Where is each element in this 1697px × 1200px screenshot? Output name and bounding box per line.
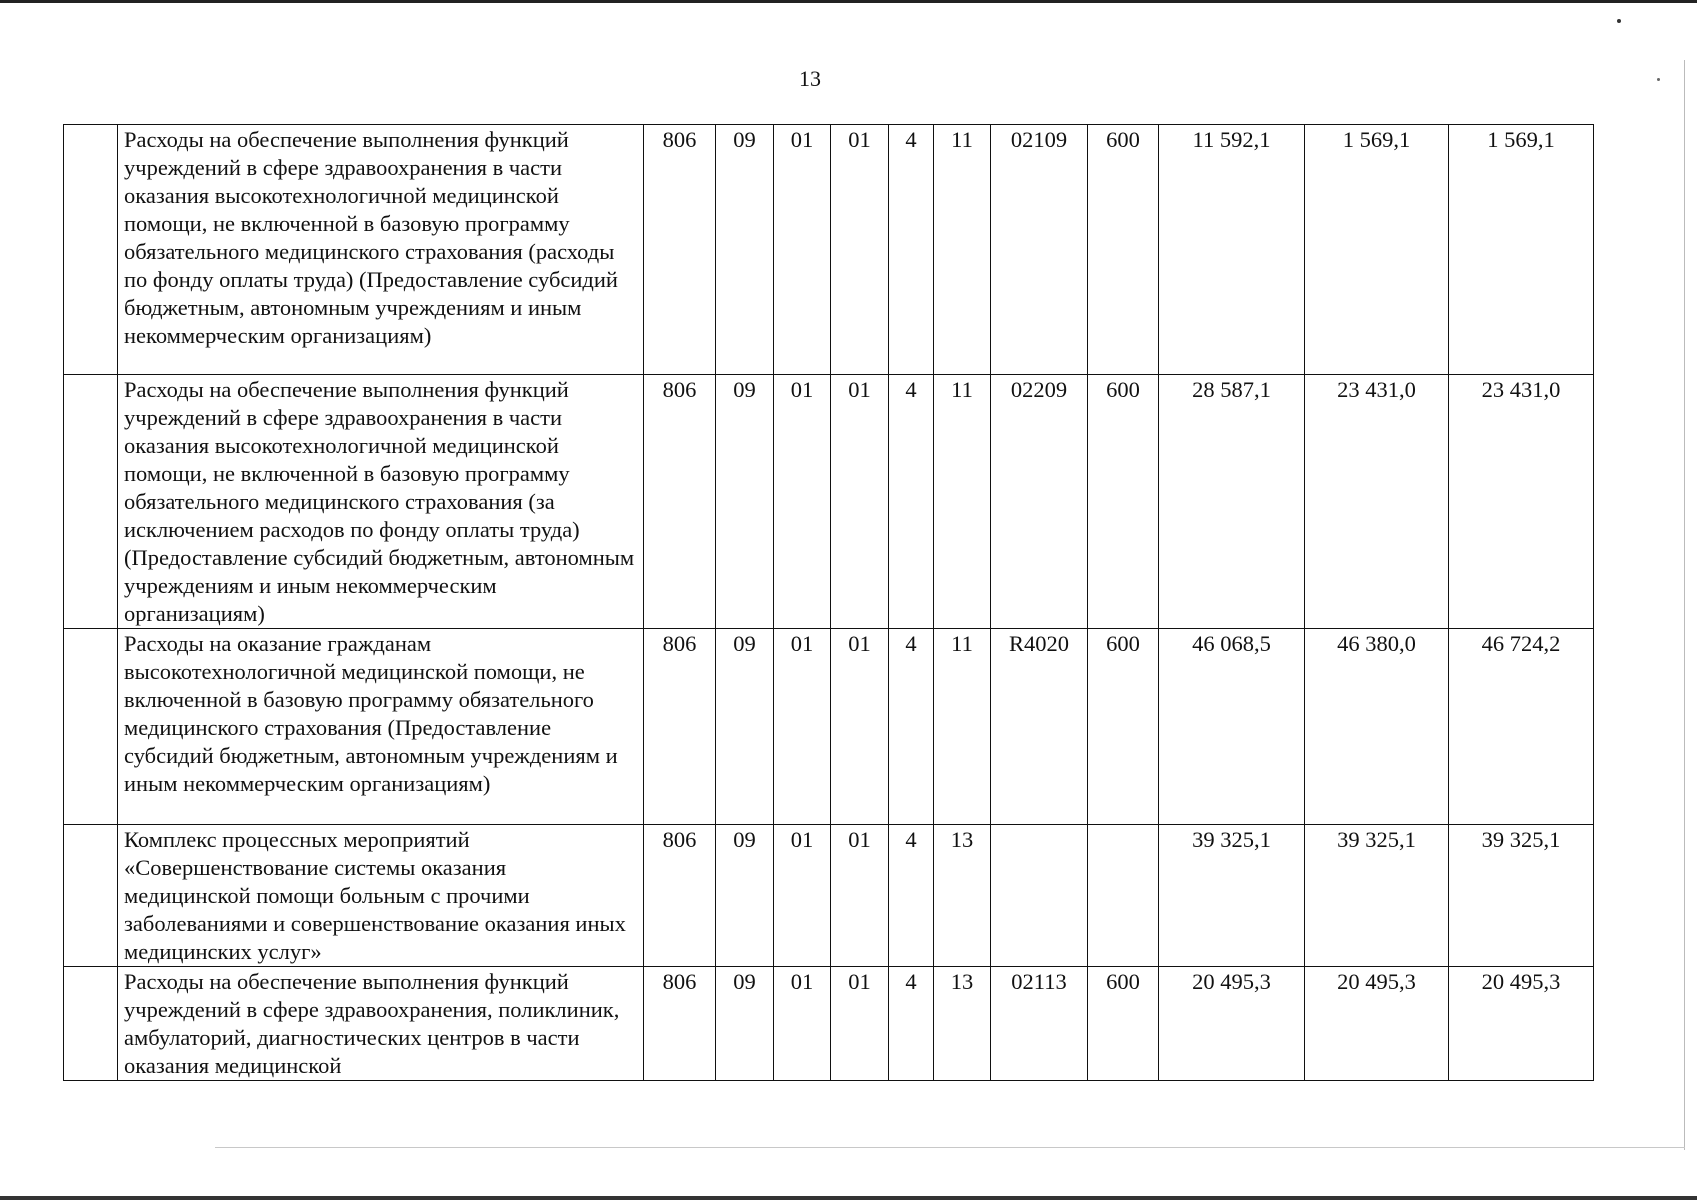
row-number-cell (64, 125, 118, 375)
scan-line-bottom (215, 1147, 1685, 1148)
subsection-code: 01 (774, 629, 831, 825)
direction-code: 4 (889, 125, 934, 375)
direction-code: 4 (889, 629, 934, 825)
ministry-code: 806 (644, 825, 716, 967)
target-article-code (991, 825, 1088, 967)
scan-edge-bottom (0, 1196, 1697, 1200)
table-row (64, 375, 1594, 629)
amount-year-3: 23 431,0 (1449, 375, 1594, 629)
scan-edge-top (0, 0, 1697, 3)
row-number-cell (64, 375, 118, 629)
section-code: 09 (716, 825, 774, 967)
ministry-code: 806 (644, 629, 716, 825)
amount-year-1: 28 587,1 (1159, 375, 1305, 629)
amount-year-3: 1 569,1 (1449, 125, 1594, 375)
amount-year-3: 39 325,1 (1449, 825, 1594, 967)
amount-year-1: 20 495,3 (1159, 967, 1305, 1081)
direction-code: 4 (889, 967, 934, 1081)
section-code: 09 (716, 125, 774, 375)
structure-code: 11 (934, 375, 991, 629)
structure-code: 13 (934, 825, 991, 967)
row-description: Комплекс процессных мероприятий «Совершенствование системы оказания медицинской помощи больным с прочими заболеваниями и совершенствование оказания иных медицинских услуг» (118, 825, 644, 967)
scan-speck (1617, 19, 1621, 23)
expense-type-code (1088, 825, 1159, 967)
expense-type-code: 600 (1088, 375, 1159, 629)
amount-year-2: 20 495,3 (1305, 967, 1449, 1081)
program-code: 01 (831, 629, 889, 825)
target-article-code: 02109 (991, 125, 1088, 375)
program-code: 01 (831, 967, 889, 1081)
table-row (64, 825, 1594, 967)
row-number-cell (64, 967, 118, 1081)
row-description: Расходы на обеспечение выполнения функций учреждений в сфере здравоохранения, поликлиник, амбулаторий, диагностических центров в части оказания медицинской (118, 967, 644, 1081)
expense-type-code: 600 (1088, 967, 1159, 1081)
ministry-code: 806 (644, 125, 716, 375)
subsection-code: 01 (774, 375, 831, 629)
direction-code: 4 (889, 825, 934, 967)
structure-code: 11 (934, 125, 991, 375)
amount-year-3: 46 724,2 (1449, 629, 1594, 825)
table-row (64, 967, 1594, 1081)
amount-year-1: 11 592,1 (1159, 125, 1305, 375)
target-article-code: 02209 (991, 375, 1088, 629)
amount-year-1: 46 068,5 (1159, 629, 1305, 825)
subsection-code: 01 (774, 125, 831, 375)
row-description: Расходы на обеспечение выполнения функций учреждений в сфере здравоохранения в части оказания высокотехнологичной медицинской помощи, не включенной в базовую программу обязательного медицинского страхования (за исключением расходов по фонду оплаты труда) (Предоставление субсидий бюджетным, автономным учреждениям и иным некоммерческим организациям) (118, 375, 644, 629)
structure-code: 13 (934, 967, 991, 1081)
section-code: 09 (716, 629, 774, 825)
target-article-code: 02113 (991, 967, 1088, 1081)
table-row (64, 629, 1594, 825)
scan-edge-right (1684, 60, 1685, 1150)
program-code: 01 (831, 375, 889, 629)
section-code: 09 (716, 967, 774, 1081)
amount-year-1: 39 325,1 (1159, 825, 1305, 967)
amount-year-2: 23 431,0 (1305, 375, 1449, 629)
amount-year-2: 46 380,0 (1305, 629, 1449, 825)
budget-table (63, 124, 1594, 1081)
program-code: 01 (831, 125, 889, 375)
target-article-code: R4020 (991, 629, 1088, 825)
page-number: 13 (799, 66, 821, 91)
structure-code: 11 (934, 629, 991, 825)
ministry-code: 806 (644, 375, 716, 629)
row-description: Расходы на оказание гражданам высокотехнологичной медицинской помощи, не включенной в базовую программу обязательного медицинского страхования (Предоставление субсидий бюджетным, автономным учреждениям и иным некоммерческим организациям) (118, 629, 644, 825)
expense-type-code: 600 (1088, 125, 1159, 375)
table-row (64, 125, 1594, 375)
amount-year-2: 1 569,1 (1305, 125, 1449, 375)
ministry-code: 806 (644, 967, 716, 1081)
expense-type-code: 600 (1088, 629, 1159, 825)
subsection-code: 01 (774, 825, 831, 967)
scan-speck (1657, 78, 1660, 81)
row-number-cell (64, 825, 118, 967)
subsection-code: 01 (774, 967, 831, 1081)
row-number-cell (64, 629, 118, 825)
direction-code: 4 (889, 375, 934, 629)
program-code: 01 (831, 825, 889, 967)
amount-year-3: 20 495,3 (1449, 967, 1594, 1081)
amount-year-2: 39 325,1 (1305, 825, 1449, 967)
section-code: 09 (716, 375, 774, 629)
row-description: Расходы на обеспечение выполнения функций учреждений в сфере здравоохранения в части оказания высокотехнологичной медицинской помощи, не включенной в базовую программу обязательного медицинского страхования (расходы по фонду оплаты труда) (Предоставление субсидий бюджетным, автономным учреждениям и иным некоммерческим организациям) (118, 125, 644, 375)
